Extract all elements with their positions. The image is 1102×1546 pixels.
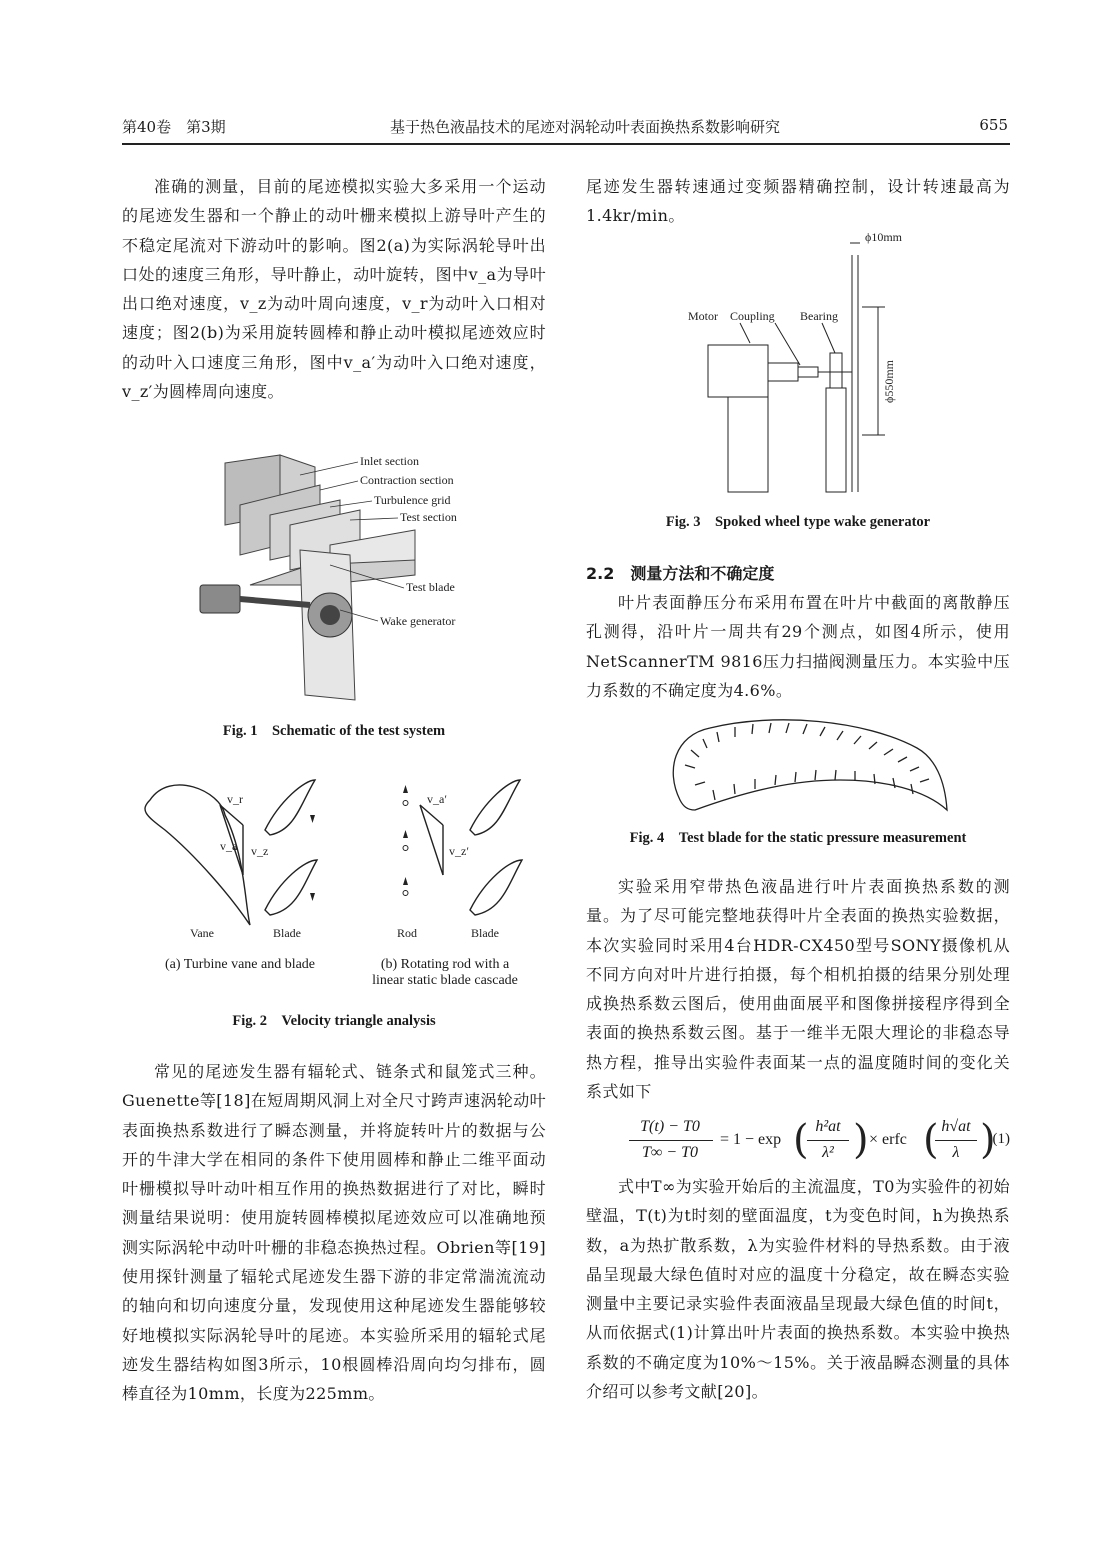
eq-paren-right-2: ) — [980, 1117, 996, 1163]
fig2-va: v_a — [220, 839, 238, 853]
figure-2-velocity-triangles — [135, 775, 535, 950]
eq-lhs-denominator: T∞ − T0 — [642, 1144, 698, 1161]
eq-erfc: × erfc — [869, 1131, 907, 1148]
fig3-coupling-label: Coupling — [730, 309, 775, 323]
header-rule — [122, 143, 1010, 145]
eq-exp-numerator: h²at — [815, 1118, 841, 1135]
left-paragraph-2: 常见的尾迹发生器有辐轮式、链条式和鼠笼式三种。Guenette等[18]在短周期风洞上对全尺寸跨声速涡轮动叶表面换热系数进行了瞬态测量，并将旋转叶片的数据与公开的牛津大学在相同的条件下使用圆棒和静止二维平面动叶栅模拟导叶动叶相互作用的换热数据进行了对比，瞬时测量结果说明：使用旋转圆棒模拟尾迹效应可以准确地预测实际涡轮中动叶叶栅的非稳态换热过程。Obrien等[19]使用探针测量了辐轮式尾迹发生器下游的非定常湍流流动的轴向和切向速度分量，发现使用这种尾迹发生器能够较好地模拟实际涡轮导叶的尾迹。本实验所采用的辐轮式尾迹发生器结构如图3所示，10根圆棒沿周向均匀排布，圆棒直径为10mm，长度为225mm。 — [122, 1062, 546, 1404]
figure-3-wake-generator — [680, 225, 940, 500]
eq-lhs-fraction-bar — [629, 1140, 713, 1141]
eq-erfc-denominator: λ — [952, 1144, 960, 1161]
eq-rhs-exp: = 1 − exp — [720, 1131, 782, 1148]
figure-1-test-system — [180, 445, 500, 715]
equation-1 — [625, 1114, 1010, 1170]
eq-paren-left-2: ( — [923, 1117, 939, 1163]
fig3-motor-label: Motor — [688, 309, 718, 323]
fig3-d550-label: ϕ550mm — [882, 360, 896, 403]
figure-4-caption: Fig. 4 Test blade for the static pressure measurement — [629, 830, 967, 846]
fig1-label-inlet: Inlet section — [360, 454, 419, 468]
fig2-vr: v_r — [227, 792, 243, 806]
left-paragraph-1: 准确的测量，目前的尾迹模拟实验大多采用一个运动的尾迹发生器和一个静止的动叶栅来模拟上游导叶产生的不稳定尾流对下游动叶的影响。图2(a)为实际涡轮导叶出口处的速度三角形，导叶静止，动叶旋转，图中v_a为导叶出口绝对速度，v_z为动叶周向速度，v_r为动叶入口相对速度；图2(b)为采用旋转圆棒和静止动叶模拟尾迹效应时的动叶入口速度三角形，图中v_a′为动叶入口绝对速度，v_z′为圆棒周向速度。 — [122, 177, 546, 402]
fig2-vane-label: Vane — [190, 926, 214, 940]
figure-2-caption: Fig. 2 Velocity triangle analysis — [232, 1013, 436, 1029]
fig2-blade-a-label: Blade — [273, 926, 301, 940]
fig2-vz-prime: v_z′ — [449, 844, 469, 858]
eq-exp-denominator: λ² — [822, 1144, 834, 1161]
right-paragraph-3: 实验采用窄带热色液晶进行叶片表面换热系数的测量。为了尽可能完整地获得叶片全表面的换热实验数据，本次实验同时采用4台HDR-CX450型号SONY摄像机从不同方向对叶片进行拍摄，每个相机拍摄的结果分别处理成换热系数云图后，使用曲面展平和图像拼接程序得到全表面的换热系数云图。基于一维半无限大理论的非稳态导热方程，推导出实验件表面某一点的温度随时间的变化关系式如下 — [586, 877, 1010, 1102]
fig2-subcaption-b-line1: (b) Rotating rod with a — [380, 957, 510, 972]
fig1-label-contraction: Contraction section — [360, 473, 454, 487]
eq-paren-right-1: ) — [853, 1117, 869, 1163]
fig2-va-prime: v_a′ — [427, 792, 447, 806]
eq-erfc-numerator: h√at — [941, 1118, 971, 1135]
figure-3-caption: Fig. 3 Spoked wheel type wake generator — [665, 514, 931, 530]
fig1-label-wake-generator: Wake generator — [380, 614, 456, 628]
right-paragraph-2: 叶片表面静压分布采用布置在叶片中截面的离散静压孔测得，沿叶片一周共有29个测点，如图4所示，使用NetScannerTM 9816压力扫描阀测量压力。本实验中压力系数的不确定度为4.6%。 — [586, 593, 1010, 700]
right-paragraph-4: 式中T∞为实验开始后的主流温度，T0为实验件的初始壁温，T(t)为t时刻的壁面温度，t为变色时间，h为换热系数，a为热扩散系数，λ为实验件材料的导热系数。由于液晶呈现最大绿色值时对应的温度十分稳定，故在瞬态实验测量中主要记录实验件表面液晶呈现最大绿色值的时间t，从而依据式(1)计算出叶片表面的换热系数。本实验中换热系数的不确定度为10%～15%。关于液晶瞬态测量的具体介绍可以参考文献[20]。 — [586, 1177, 1010, 1402]
fig2-subcaption-a: (a) Turbine vane and blade — [164, 957, 316, 972]
fig3-d10-label: ϕ10mm — [865, 230, 902, 244]
figure-4-test-blade — [655, 710, 955, 820]
eq-lhs-numerator: T(t) − T0 — [640, 1118, 700, 1135]
fig3-bearing-label: Bearing — [800, 309, 838, 323]
journal-volume: 第40卷 第3期 — [122, 118, 226, 136]
eq-paren-left-1: ( — [793, 1117, 809, 1163]
equation-number: (1) — [992, 1131, 1010, 1147]
fig2-rod-label: Rod — [397, 926, 418, 940]
section-heading-2-2: 2.2 测量方法和不确定度 — [586, 564, 775, 583]
running-title: 基于热色液晶技术的尾迹对涡轮动叶表面换热系数影响研究 — [389, 118, 780, 136]
fig1-label-turbulence: Turbulence grid — [374, 493, 451, 507]
page-number: 655 — [979, 116, 1008, 134]
fig1-label-test-blade: Test blade — [406, 580, 455, 594]
fig1-label-test-section: Test section — [400, 510, 457, 524]
figure-1-caption: Fig. 1 Schematic of the test system — [222, 723, 446, 739]
fig2-vz: v_z — [251, 844, 269, 858]
fig2-blade-b-label: Blade — [471, 926, 499, 940]
fig2-subcaption-b-line2: linear static blade cascade — [372, 973, 518, 988]
eq-erfc-fraction-bar — [935, 1140, 977, 1141]
right-paragraph-1: 尾迹发生器转速通过变频器精确控制，设计转速最高为1.4kr/min。 — [586, 177, 1010, 226]
eq-exp-fraction-bar — [807, 1140, 849, 1141]
